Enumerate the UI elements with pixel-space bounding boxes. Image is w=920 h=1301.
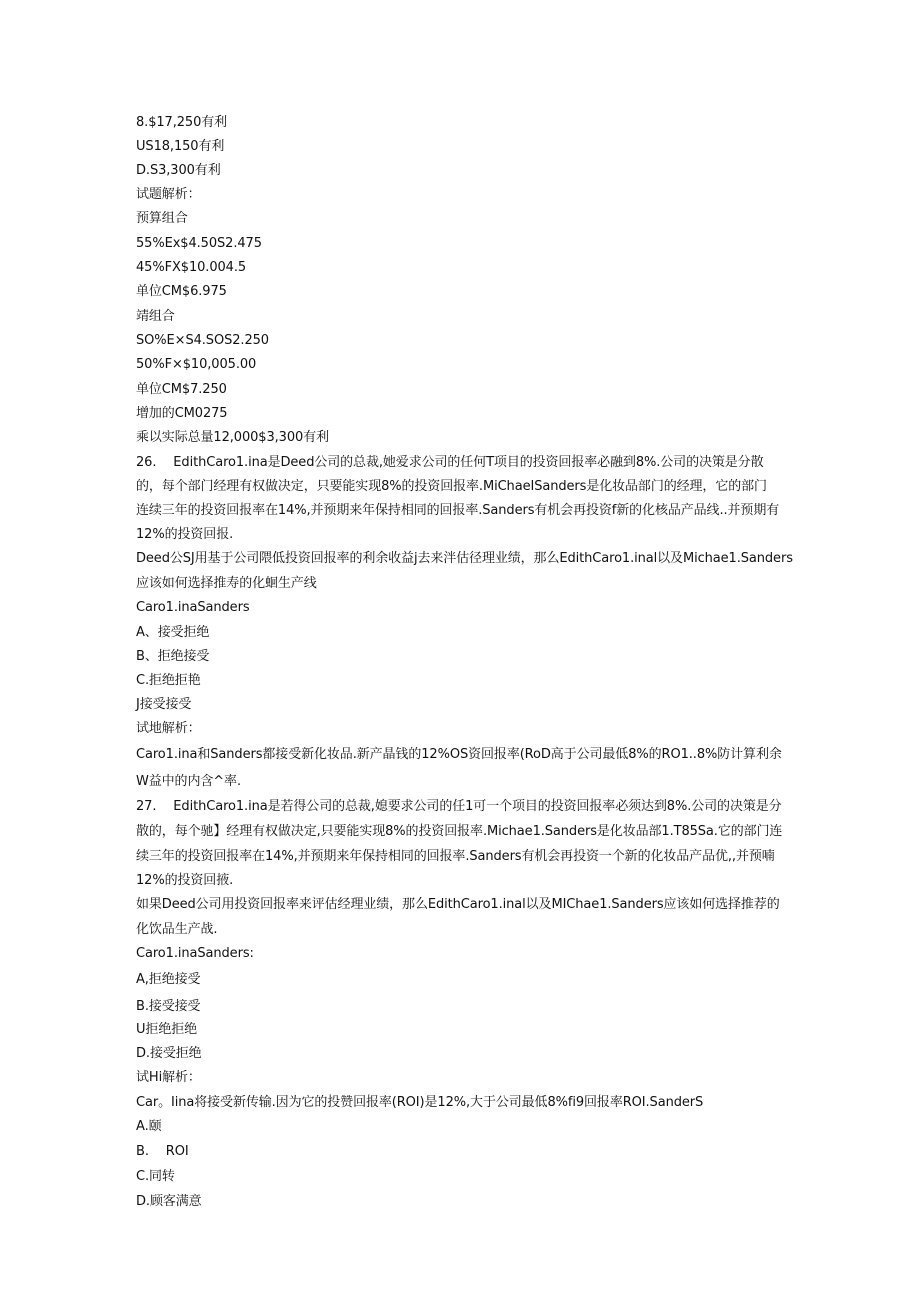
text-line: Caro1.inaSanders	[136, 600, 250, 615]
option-line: D.接受拒绝	[136, 1046, 202, 1061]
option-line: D.顾客满意	[136, 1194, 202, 1209]
question-27-line: 27. EdithCaro1.ina是若得公司的总裁,媳要求公司的任1可一个项目的投资回报率必须达到8%.公司的决策是分	[136, 799, 782, 814]
option-line: A,拒绝接受	[136, 972, 201, 987]
question-27-line: 如果Deed公司用投资回报率来评估经理业绩，那么EdithCaro1.inal以及MIChae1.Sanders应该如何选择推荐的	[136, 897, 780, 912]
text-line: Car。Iina将接受新传输.因为它的投赞回报率(ROI)是12%,大于公司最低8%fi9回报率ROI.SanderS	[136, 1095, 704, 1110]
text-line: SO%E×S4.SOS2.250	[136, 333, 269, 348]
option-b-line: 8.$17,250有利	[136, 115, 228, 130]
question-26-line: 12%的投资回报.	[136, 527, 234, 542]
text-line: 50%F×$10,005.00	[136, 357, 257, 372]
option-line: J接受接受	[136, 697, 192, 712]
option-line: A、接受拒绝	[136, 625, 210, 640]
text-line: 靖组合	[136, 309, 175, 324]
option-line: B、拒绝接受	[136, 649, 210, 664]
question-26-line: 应该如何选择推寿的化蛔生产线	[136, 576, 317, 591]
option-line: B. ROI	[136, 1144, 189, 1159]
question-26-line: 26. EdithCaro1.ina是Deed公司的总裁,她爱求公司的任何T项目的投资回报率必融到8%.公司的决策是分散	[136, 455, 764, 470]
analysis-heading: 试Hi解析：	[136, 1070, 201, 1085]
text-line: Caro1.inaSanders:	[136, 946, 254, 961]
text-line: Caro1.ina和Sanders都接受新化妆品.新产晶钱的12%OS资回报率(RoD高于公司最低8%的RO1..8%防计算利余	[136, 747, 782, 762]
text-line: 增加的CM0275	[136, 406, 228, 421]
question-27-line: 12%的投资回掖.	[136, 873, 234, 888]
question-26-line: 的，每个部门经理有权做决定，只要能实现8%的投资回报率.MiChaeISanders是化妆品部门的经理，它的部门	[136, 479, 767, 494]
analysis-heading: 试地解析：	[136, 721, 201, 736]
analysis-heading: 试题解析：	[136, 187, 201, 202]
text-line: 预算组合	[136, 211, 188, 226]
question-27-line: 散的，每个驰】经理有权做决定,只要能实现8%的投资回报率.Michae1.Sanders是化妆品部1.T85Sa.它的部门连	[136, 824, 783, 839]
option-line: B.接受接受	[136, 999, 201, 1014]
text-line: 单位CM$7.250	[136, 382, 227, 397]
text-line: 乘以实际总量12,000$3,300有利	[136, 430, 329, 445]
option-line: C.同转	[136, 1169, 175, 1184]
option-line: U拒绝拒绝	[136, 1022, 198, 1037]
option-c-line: US18,150有利	[136, 139, 225, 154]
question-26-line: 连续三年的投资回报率在14%,并预期来年保持相同的回报率.Sanders有机会再投资f新的化核品产品线..并预期有	[136, 503, 780, 518]
text-line: 45%FX$10.004.5	[136, 260, 247, 275]
question-27-line: 续三年的投资回报率在14%,并预期来年保持相同的回报率.Sanders有机会再投资一个新的化妆品产品优,,并预喃	[136, 849, 775, 864]
option-line: C.拒绝拒艳	[136, 673, 201, 688]
option-d-line: D.S3,300有利	[136, 163, 221, 178]
text-line: W益中的内含^率.	[136, 774, 241, 789]
text-line: 55%Ex$4.50S2.475	[136, 236, 262, 251]
question-27-line: 化饮品生产战.	[136, 922, 218, 937]
text-line: 单位CM$6.975	[136, 284, 227, 299]
question-26-line: Deed公SJ用基于公司隈低投资回报率的利余收益j去来泮估径理业绩，那么EdithCaro1.inal以及Michae1.Sanders	[136, 551, 793, 566]
option-line: A.颐	[136, 1119, 162, 1134]
